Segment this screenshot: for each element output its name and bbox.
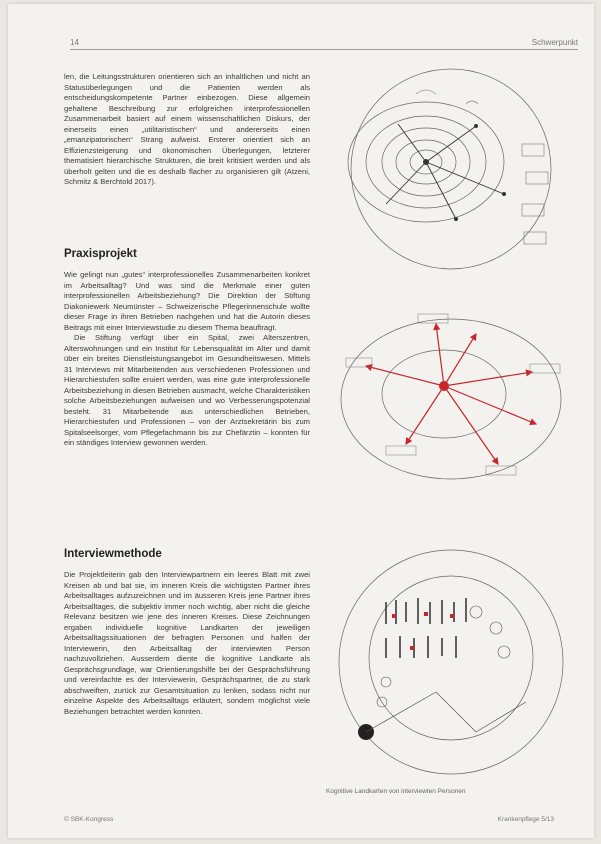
cognitive-map-sketch-1 [326,54,576,272]
intro-text: len, die Leitungsstrukturen orientieren sich an inhaltlichen und nicht an Statusüberlegungen und die Patienten werden als entscheidungskompetente Partner einbezogen. Diese allgemein gehaltene Beschreibung zur erfolgreichen interprofessionellen Zusammenarbeit basiert auf einem wissenschaftlichen Diskurs, der einerseits einen „utilitaristischen“ und andererseits einen „emanzipatorischen“ Strang aufweist. Ersterer orientiert sich an Effizienzsteigerung und ökonomischen Überlegungen, letzterer thematisiert hierarchische Strukturen, die breit kritisiert werden und als überholt gelten und die es deshalb flacher zu organisieren gilt (Atzeni, Schmitz & Berchtold 2017). [64,72,310,186]
cognitive-map-sketch-3 [326,542,576,782]
intro-paragraph [64,72,310,188]
footer-right: Krankenpflege 5/13 [497,816,554,823]
section-label: Schwerpunkt [531,38,578,47]
interviewmethode-body [64,570,310,717]
heading-praxisprojekt: Praxisprojekt [64,248,137,260]
interviewmethode-para-1: Die Projektleiterin gab den Interviewpartnern ein leeres Blatt mit zwei Kreisen ab und bat sie, im inneren Kreis die wichtigsten Partner ihres Arbeitsalltages aufzuzeichnen und im äusseren Kreis jene Partner ihres Arbeitsalltages, die subjektiv immer noch wichtig, aber nicht die gleiche Relevanz besitzen wie jene des inneren Kreises. Diese Zeichnungen ergaben individuelle kognitive Landkarten der jeweiligen Arbeitsalltagssituationen der befragten Personen und halfen der Interviewerin, den Arbeitsalltag der interviewten Person nachzuvollziehen. Ausserdem diente die kognitive Landkarte als Gesprächsgrundlage, war Orientierungshilfe bei der Gesprächsführung und vereinfachte es der Interviewerin, Gesprächspartner, die zu stark abschweiften, zurück zur Gesamtsituation zu lenken, sodass nicht nur einzelne Aspekte des Arbeitsalltags erläutert, sondern möglichst viele Beziehungen betrachtet werden konnten. [64,570,310,716]
footer-left: © SBK-Kongress [64,816,114,823]
magazine-page [8,4,594,838]
page-number: 14 [70,38,79,47]
figure-caption: Kognitive Landkarten von interviewten Personen [326,788,466,795]
cognitive-map-sketch-2 [326,294,576,504]
praxisprojekt-para-1: Wie gelingt nun „gutes“ interprofessionelles Zusammenarbeiten konkret im Arbeitsalltag? Und was sind die Merkmale einer guten interprofessionellen Arbeitsbeziehung? Die Direktion der Stiftung Diakoniewerk Neumünster – Schweizerische Pflegerinnenschule wollte dieser Frage in ihren Betrieben nachgehen und hat die Autorin dieses Beitrags mit einer Interviewstudie zu diesem Thema beauftragt. [64,270,310,332]
heading-interviewmethode: Interviewmethode [64,548,162,560]
praxisprojekt-para-2: Die Stiftung verfügt über ein Spital, zwei Alterszentren, Alterswohnungen und ein Institut für Lebensqualität im Alter und damit über ein breites Dienstleistungsangebot im Gesundheitswesen. Mittels 31 Interviews mit Mitarbeitenden aus verschiedenen Professionen und Hierarchiestufen sollte eruiert werden, was eine gute interprofessionelle Arbeitsbeziehung in diesen Betrieben ausmacht, welche Charakteristiken solche Arbeitsbeziehungen aufweisen und wo Verbesserungspotenzial besteht. 31 Mitarbeitende aus unterschiedlichen Betrieben, Hierarchiestufen und Professionen – von der Arztsekretärin bis zum Spitalseelsorger, vom Pflegefachmann bis zur Chefärztin – konnten für ein ständiges Interview gewonnen werden. [64,333,310,447]
header-rule [70,49,578,50]
praxisprojekt-body [64,270,310,449]
